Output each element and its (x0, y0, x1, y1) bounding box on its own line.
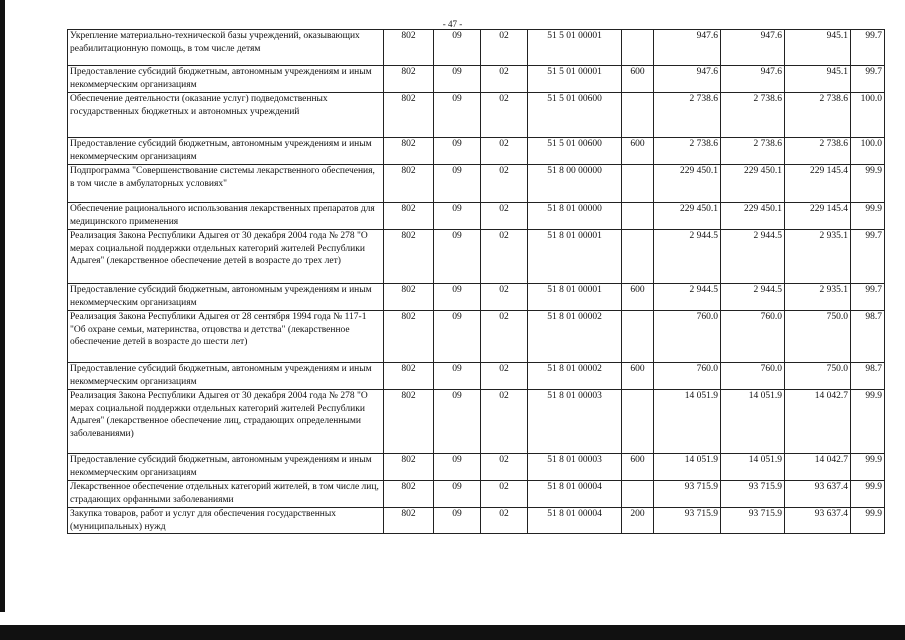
cell-v1: 14 051.9 (654, 454, 721, 481)
cell-v2: 947.6 (721, 66, 785, 93)
cell-pct: 100.0 (851, 93, 885, 138)
cell-v3: 93 637.4 (785, 481, 851, 508)
cell-vr: 600 (622, 66, 654, 93)
cell-v1: 760.0 (654, 311, 721, 363)
cell-ved: 802 (384, 363, 434, 390)
cell-v2: 14 051.9 (721, 390, 785, 454)
cell-rz: 09 (434, 30, 481, 66)
cell-v3: 14 042.7 (785, 390, 851, 454)
cell-rz: 09 (434, 363, 481, 390)
cell-pct: 99.9 (851, 203, 885, 230)
cell-name: Реализация Закона Республики Адыгея от 30 декабря 2004 года № 278 "О мерах социальной поддержки отдельных категорий жителей Республики Адыгея" (лекарственное обеспечение детей в возрасте до трех лет) (68, 230, 384, 284)
cell-v1: 947.6 (654, 30, 721, 66)
cell-pr: 02 (481, 66, 528, 93)
cell-vr: 600 (622, 363, 654, 390)
table-row (68, 165, 885, 203)
cell-pr: 02 (481, 481, 528, 508)
cell-csr: 51 8 01 00002 (528, 311, 622, 363)
cell-v2: 229 450.1 (721, 165, 785, 203)
cell-name: Реализация Закона Республики Адыгея от 28 сентября 1994 года № 117-1 "Об охране семьи, материнства, отцовства и детства" (лекарственное обеспечение детей в возрасте до шести лет) (68, 311, 384, 363)
cell-name: Закупка товаров, работ и услуг для обеспечения государственных (муниципальных) нужд (68, 508, 384, 534)
cell-v1: 2 944.5 (654, 284, 721, 311)
cell-rz: 09 (434, 508, 481, 534)
table-row (68, 508, 885, 534)
table-row (68, 93, 885, 138)
table-row (68, 30, 885, 66)
table-row (68, 66, 885, 93)
cell-vr (622, 481, 654, 508)
cell-v2: 2 944.5 (721, 284, 785, 311)
cell-rz: 09 (434, 311, 481, 363)
cell-vr (622, 230, 654, 284)
cell-v2: 760.0 (721, 311, 785, 363)
cell-csr: 51 8 01 00000 (528, 203, 622, 230)
cell-v2: 2 738.6 (721, 93, 785, 138)
table-row (68, 203, 885, 230)
cell-pr: 02 (481, 363, 528, 390)
cell-csr: 51 8 01 00002 (528, 363, 622, 390)
cell-ved: 802 (384, 230, 434, 284)
cell-ved: 802 (384, 66, 434, 93)
cell-v2: 947.6 (721, 30, 785, 66)
cell-rz: 09 (434, 230, 481, 284)
cell-rz: 09 (434, 66, 481, 93)
table-row (68, 284, 885, 311)
cell-rz: 09 (434, 165, 481, 203)
cell-csr: 51 8 01 00003 (528, 390, 622, 454)
cell-ved: 802 (384, 311, 434, 363)
cell-ved: 802 (384, 454, 434, 481)
cell-v1: 2 738.6 (654, 138, 721, 165)
cell-vr (622, 165, 654, 203)
scan-bottom-edge (0, 625, 905, 640)
cell-v2: 2 944.5 (721, 230, 785, 284)
cell-ved: 802 (384, 203, 434, 230)
cell-pr: 02 (481, 30, 528, 66)
cell-csr: 51 8 01 00001 (528, 230, 622, 284)
cell-v2: 229 450.1 (721, 203, 785, 230)
budget-table (67, 29, 885, 534)
cell-name: Лекарственное обеспечение отдельных категорий жителей, в том числе лиц, страдающих орфанными заболеваниями (68, 481, 384, 508)
cell-pr: 02 (481, 390, 528, 454)
cell-vr (622, 30, 654, 66)
cell-ved: 802 (384, 481, 434, 508)
cell-v1: 760.0 (654, 363, 721, 390)
cell-csr: 51 5 01 00001 (528, 30, 622, 66)
cell-pct: 99.7 (851, 284, 885, 311)
cell-pr: 02 (481, 508, 528, 534)
cell-v1: 93 715.9 (654, 508, 721, 534)
cell-ved: 802 (384, 165, 434, 203)
cell-v3: 93 637.4 (785, 508, 851, 534)
cell-v2: 760.0 (721, 363, 785, 390)
cell-ved: 802 (384, 390, 434, 454)
cell-csr: 51 8 01 00004 (528, 508, 622, 534)
cell-pct: 99.7 (851, 30, 885, 66)
cell-v2: 2 738.6 (721, 138, 785, 165)
cell-v3: 229 145.4 (785, 165, 851, 203)
cell-v3: 14 042.7 (785, 454, 851, 481)
cell-name: Обеспечение рационального использования лекарственных препаратов для медицинского применения (68, 203, 384, 230)
cell-pr: 02 (481, 138, 528, 165)
cell-v3: 2 935.1 (785, 284, 851, 311)
cell-v2: 93 715.9 (721, 508, 785, 534)
cell-rz: 09 (434, 284, 481, 311)
cell-v1: 2 944.5 (654, 230, 721, 284)
table-row (68, 390, 885, 454)
cell-pct: 99.9 (851, 481, 885, 508)
cell-rz: 09 (434, 203, 481, 230)
page-number: - 47 - (442, 19, 463, 29)
table-row (68, 311, 885, 363)
cell-name: Подпрограмма "Совершенствование системы лекарственного обеспечения, в том числе в амбулаторных условиях" (68, 165, 384, 203)
cell-pr: 02 (481, 284, 528, 311)
cell-rz: 09 (434, 454, 481, 481)
cell-v3: 2 935.1 (785, 230, 851, 284)
cell-ved: 802 (384, 93, 434, 138)
cell-v1: 229 450.1 (654, 203, 721, 230)
cell-csr: 51 8 00 00000 (528, 165, 622, 203)
cell-rz: 09 (434, 93, 481, 138)
cell-ved: 802 (384, 508, 434, 534)
cell-name: Обеспечение деятельности (оказание услуг) подведомственных государственных бюджетных и автономных учреждений (68, 93, 384, 138)
cell-vr: 600 (622, 284, 654, 311)
cell-v1: 14 051.9 (654, 390, 721, 454)
cell-vr (622, 93, 654, 138)
cell-vr: 600 (622, 454, 654, 481)
cell-v2: 93 715.9 (721, 481, 785, 508)
cell-csr: 51 5 01 00600 (528, 138, 622, 165)
cell-ved: 802 (384, 284, 434, 311)
table-row (68, 138, 885, 165)
cell-v3: 2 738.6 (785, 138, 851, 165)
cell-v3: 2 738.6 (785, 93, 851, 138)
cell-name: Предоставление субсидий бюджетным, автономным учреждениям и иным некоммерческим организациям (68, 284, 384, 311)
cell-csr: 51 8 01 00004 (528, 481, 622, 508)
cell-v3: 229 145.4 (785, 203, 851, 230)
table-row (68, 454, 885, 481)
cell-csr: 51 5 01 00600 (528, 93, 622, 138)
table-row (68, 481, 885, 508)
cell-csr: 51 5 01 00001 (528, 66, 622, 93)
cell-v3: 750.0 (785, 363, 851, 390)
cell-pr: 02 (481, 454, 528, 481)
cell-name: Предоставление субсидий бюджетным, автономным учреждениям и иным некоммерческим организациям (68, 138, 384, 165)
cell-pct: 98.7 (851, 311, 885, 363)
cell-v1: 947.6 (654, 66, 721, 93)
cell-v1: 229 450.1 (654, 165, 721, 203)
cell-rz: 09 (434, 481, 481, 508)
cell-ved: 802 (384, 30, 434, 66)
cell-pct: 99.9 (851, 165, 885, 203)
table-row (68, 363, 885, 390)
cell-pct: 99.9 (851, 390, 885, 454)
cell-csr: 51 8 01 00001 (528, 284, 622, 311)
cell-pct: 99.9 (851, 454, 885, 481)
cell-pr: 02 (481, 165, 528, 203)
cell-rz: 09 (434, 390, 481, 454)
cell-name: Предоставление субсидий бюджетным, автономным учреждениям и иным некоммерческим организациям (68, 363, 384, 390)
cell-name: Реализация Закона Республики Адыгея от 30 декабря 2004 года № 278 "О мерах социальной поддержки отдельных категорий жителей Республики Адыгея" (лекарственное обеспечение лиц, страдающих определенными заболеваниями) (68, 390, 384, 454)
cell-v3: 945.1 (785, 30, 851, 66)
cell-pr: 02 (481, 230, 528, 284)
cell-pr: 02 (481, 203, 528, 230)
cell-pct: 100.0 (851, 138, 885, 165)
table-row (68, 230, 885, 284)
cell-v1: 2 738.6 (654, 93, 721, 138)
scan-left-edge (0, 0, 5, 612)
cell-pct: 99.7 (851, 230, 885, 284)
cell-pct: 98.7 (851, 363, 885, 390)
cell-rz: 09 (434, 138, 481, 165)
cell-vr (622, 203, 654, 230)
cell-v2: 14 051.9 (721, 454, 785, 481)
cell-pr: 02 (481, 93, 528, 138)
cell-v3: 750.0 (785, 311, 851, 363)
cell-pct: 99.7 (851, 66, 885, 93)
cell-csr: 51 8 01 00003 (528, 454, 622, 481)
cell-name: Предоставление субсидий бюджетным, автономным учреждениям и иным некоммерческим организациям (68, 66, 384, 93)
cell-vr: 600 (622, 138, 654, 165)
cell-v1: 93 715.9 (654, 481, 721, 508)
cell-vr (622, 390, 654, 454)
cell-name: Укрепление материально-технической базы учреждений, оказывающих реабилитационную помощь, в том числе детям (68, 30, 384, 66)
cell-vr: 200 (622, 508, 654, 534)
cell-ved: 802 (384, 138, 434, 165)
cell-name: Предоставление субсидий бюджетным, автономным учреждениям и иным некоммерческим организациям (68, 454, 384, 481)
cell-v3: 945.1 (785, 66, 851, 93)
cell-pct: 99.9 (851, 508, 885, 534)
cell-vr (622, 311, 654, 363)
cell-pr: 02 (481, 311, 528, 363)
